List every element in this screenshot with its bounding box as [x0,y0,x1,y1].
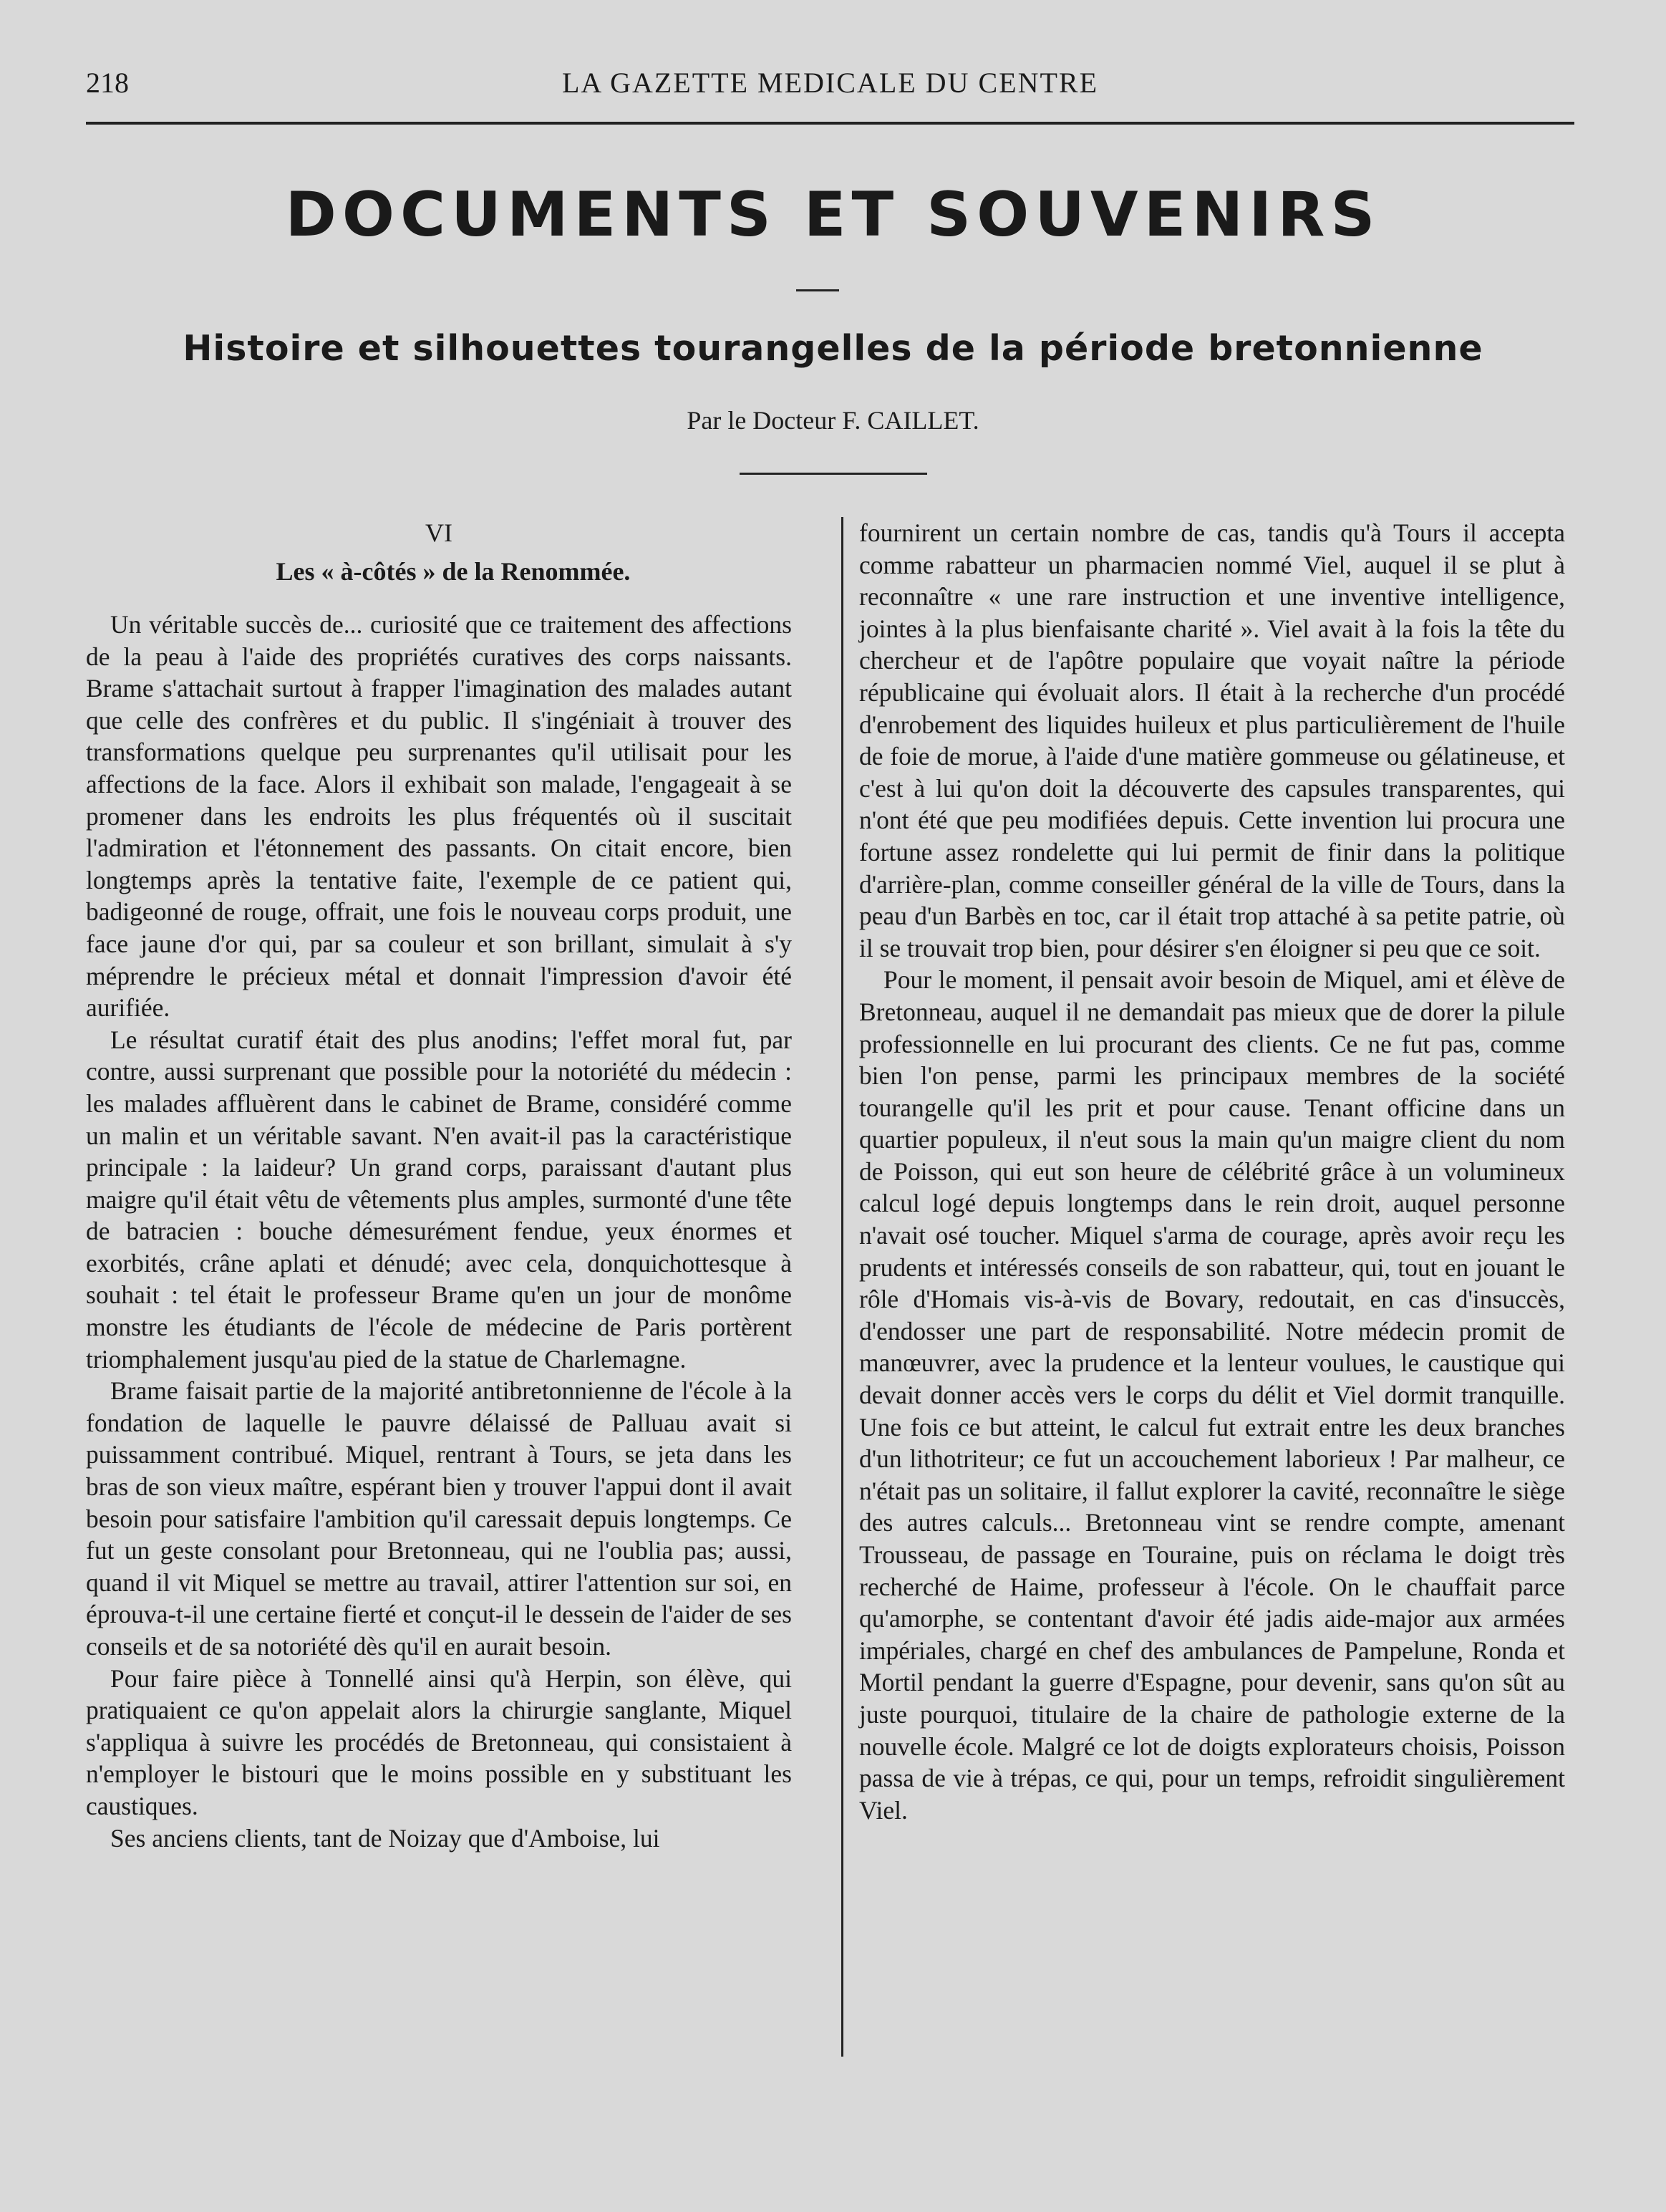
column-divider [841,517,843,2057]
paragraph: Brame faisait partie de la majorité antibretonnienne de l'école à la fondation de laquelle le pauvre délaissé de Palluau avait si puissamment contribué. Miquel, rentrant à Tours, se jeta dans les bras de son vieux maître, espérant bien y trouver l'appui dont il avait besoin pour satisfaire l'ambition qu'il caressait depuis longtemps. Ce fut un geste consolant pour Bretonneau, qui ne l'oublia pas; aussi, quand il vit Miquel se mettre au travail, attirer l'attention sur soi, en éprouva-t-il une certaine fierté et conçut-il le dessein de l'aider de ses conseils et de sa notoriété dès qu'il en aurait besoin. [86,1376,792,1661]
paragraph: Ses anciens clients, tant de Noizay que d'Amboise, lui [110,1823,660,1853]
chapter-number: VI [425,518,452,547]
chapter-heading: Les « à-côtés » de la Renommée. [276,557,631,586]
paragraph: Le résultat curatif était des plus anodins; l'effet moral fut, par contre, aussi surprenant que possible pour la notoriété du médecin : les malades affluèrent dans le cabinet de Brame, considéré comme un malin et un véritable savant. N'en avait-il pas la caractéristique principale : la laideur? Un grand corps, paraissant d'autant plus maigre qu'il était vêtu de vêtements plus amples, surmonté d'une tête de batracien : bouche démesurément fendue, yeux énormes et exorbités, crâne aplati et dénudé; avec cela, donquichottesque à souhait : tel était le professeur Brame qu'en un jour de monôme monstre les étudiants de l'école de médecine de Paris portèrent triomphalement jusqu'au pied de la statue de Charlemagne. [86,1025,792,1373]
page-number: 218 [86,67,129,99]
right-column [859,517,1565,1826]
article-title: Histoire et silhouettes tourangelles de la période bretonnienne [183,328,1483,369]
paragraph: fournirent un certain nombre de cas, tandis qu'à Tours il accepta comme rabatteur un pharmacien nommé Viel, auquel il se plut à reconnaître « une rare instruction et une inventive intelligence, jointes à la plus bienfaisante charité ». Viel avait à la fois la tête du chercheur et de l'apôtre populaire que voyait naître la période républicaine qui évoluait alors. Il était à la recherche d'un procédé d'enrobement des liquides huileux et plus particulièrement de l'huile de foie de morue, à l'aide d'une matière gommeuse ou gélatineuse, et c'est à lui qu'on doit la découverte des capsules transparentes, qui n'ont été que peu modifiées depuis. Cette invention lui procura une fortune assez rondelette qui lui permit de finir dans la politique d'arrière-plan, comme conseiller général de la ville de Tours, dans la peau d'un Barbès en toc, car il était trop attaché à sa petite patrie, où il se trouvait trop bien, pour désirer s'en éloigner si peu que ce soit. [859,518,1565,962]
left-column [86,517,792,1854]
title-divider [796,289,839,291]
section-title: DOCUMENTS ET SOUVENIRS [285,179,1381,251]
paragraph: Pour le moment, il pensait avoir besoin de Miquel, ami et élève de Bretonneau, auquel il ne demandait pas mieux que de dorer la pilule professionnelle en lui procurant des clients. Ce ne fut pas, comme bien l'on pense, parmi les principaux membres de la société tourangelle qu'il les prit et pour cause. Tenant officine dans un quartier populeux, il n'eut sous la main qu'un maigre client du nom de Poisson, qui eut son heure de célébrité grâce à un volumineux calcul logé depuis longtemps dans le rein droit, auquel personne n'avait osé toucher. Miquel s'arma de courage, après avoir reçu les prudents et intéressés conseils de son rabatteur, qui, tout en jouant le rôle d'Homais vis-à-vis de Bovary, redoutait, en cas d'insuccès, d'endosser une part de responsabilité. Notre médecin promit de manœuvrer, avec la prudence et la lenteur voulues, le caustique qui devait donner accès vers le corps du délit et Viel dormit tranquille. Une fois ce but atteint, le calcul fut extrait entre les deux branches d'un lithotriteur; ce fut un accouchement laborieux ! Par malheur, ce n'était pas un solitaire, il fallut explorer la cavité, reconnaître le siège des autres calculs... Bretonneau vint se rendre compte, amenant Trousseau, de passage en Touraine, puis on réclama le doigt très recherché de Haime, professeur à l'école. On le chauffait parce qu'amorphe, se contentant d'avoir été jadis aide-major aux armées impériales, chargé en chef des ambulances de Pampelune, Ronda et Mortil pendant la guerre d'Espagne, pour devenir, sans qu'on sût au juste pourquoi, titulaire de la chaire de pathologie externe de la nouvelle école. Malgré ce lot de doigts explorateurs choisis, Poisson passa de vie à trépas, ce qui, pour un temps, refroidit singulièrement Viel. [859,965,1565,1825]
paragraph: Un véritable succès de... curiosité que ce traitement des affections de la peau à l'aide des propriétés curatives des corps naissants. Brame s'attachait surtout à frapper l'imagination des malades autant que celle des confrères et du public. Il s'ingéniait à trouver des transformations quelque peu surprenantes qu'il utilisait pour les affections de la face. Alors il exhibait son malade, l'engageait à se promener dans les endroits les plus fréquentés où il suscitait l'admiration et l'étonnement des passants. On citait encore, bien longtemps après la tentative faite, l'exemple de ce patient qui, badigeonné de rouge, offrait, une fois le nouveau corps produit, une face jaune d'or qui, par sa couleur et son brillant, simulait à s'y méprendre le précieux métal et donnait l'impression d'avoir été aurifiée. [86,610,792,1023]
running-head [86,66,1574,102]
paragraph: Pour faire pièce à Tonnellé ainsi qu'à Herpin, son élève, qui pratiquaient ce qu'on appelait alors la chirurgie sanglante, Miquel s'appliqua à suivre les procédés de Bretonneau, qui consistaient à n'employer le bistouri que le moins possible en y substituant les caustiques. [86,1663,792,1820]
header-rule [86,122,1574,125]
byline-divider [740,473,927,475]
journal-title: LA GAZETTE MEDICALE DU CENTRE [561,67,1098,99]
byline: Par le Docteur F. CAILLET. [687,406,979,435]
